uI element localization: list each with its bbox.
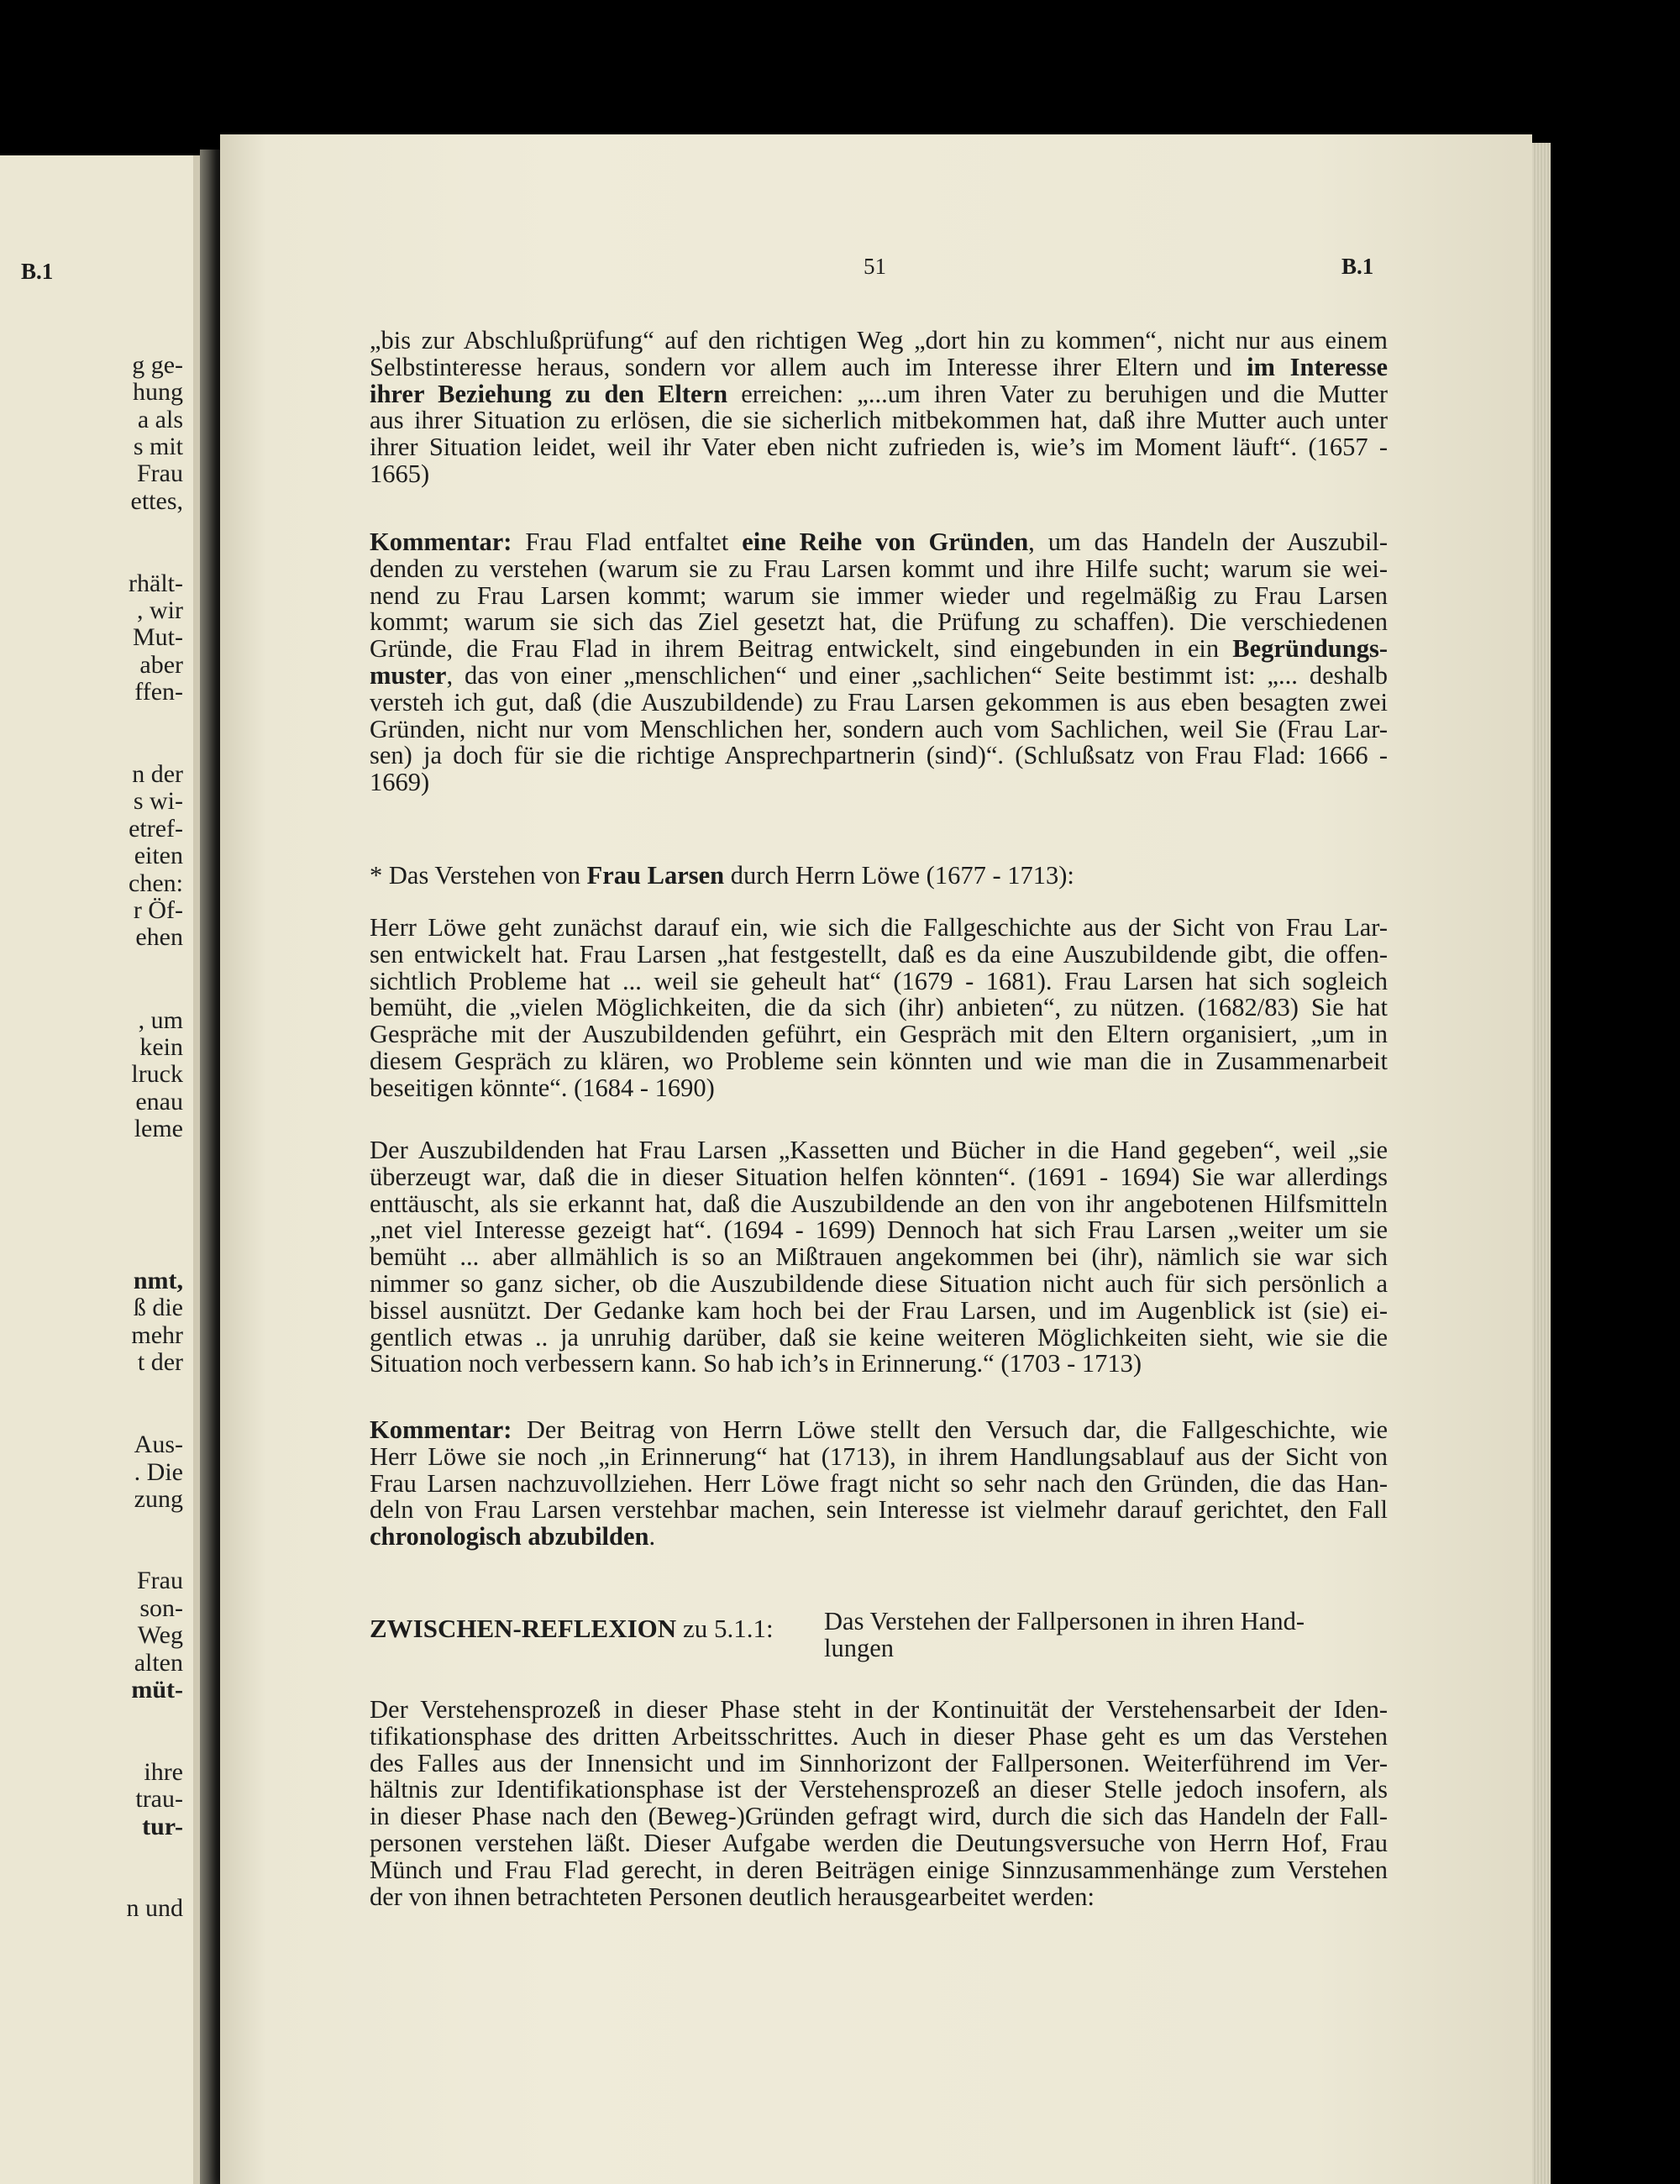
text-line: überzeugt war, daß die in dieser Situation helfen könnten“. (1691 - 1694) Sie war allerdings bbox=[370, 1162, 1388, 1191]
left-page bbox=[0, 155, 200, 2184]
text-line: Selbstinteresse heraus, sondern vor allem auch im Interesse ihrer Eltern und im Interesse bbox=[370, 352, 1388, 381]
left-page-fragment: n und bbox=[126, 1894, 183, 1922]
left-page-fragment: g ge- bbox=[132, 351, 183, 379]
text-line: Situation noch verbessern kann. So hab ich’s in Erinnerung.“ (1703 - 1713) bbox=[370, 1349, 1142, 1378]
left-page-fragment: zung bbox=[134, 1485, 183, 1513]
paragraph-kommentar-flad bbox=[370, 529, 1388, 796]
left-page-fragment: müt- bbox=[131, 1676, 183, 1704]
text-line: diesem Gespräch zu klären, wo Probleme sein könnten und wie man die in Zusammenarbeit bbox=[370, 1046, 1388, 1075]
text-line: Gespräche mit der Auszubildenden geführt, ein Gespräch mit den Eltern organisiert, „um in bbox=[370, 1020, 1388, 1049]
subtitle-line-2: lungen bbox=[824, 1633, 895, 1662]
left-page-fragment: mehr bbox=[131, 1321, 183, 1349]
text-line: des Falles aus der Innensicht und im Sinnhorizont der Fallpersonen. Weiterführend im Ver- bbox=[370, 1748, 1388, 1777]
left-page-fragment: etref- bbox=[129, 815, 183, 843]
text-line: beseitigen könnte“. (1684 - 1690) bbox=[370, 1073, 715, 1102]
paragraph-3 bbox=[370, 915, 1388, 1102]
left-page-fragment: Weg bbox=[137, 1621, 183, 1649]
text-line: sen) ja doch für sie die richtige Ansprechpartnerin (sind)“. (Schlußsatz von Frau Flad: 1666 - bbox=[370, 741, 1388, 770]
text-line: Herr Löwe geht zunächst darauf ein, wie sich die Fallgeschichte aus der Sicht von Frau Lar- bbox=[370, 913, 1388, 942]
text-line: sichtlich Probleme hat ... weil sie geheult hat“ (1679 - 1681). Frau Larsen hat sich sogleich bbox=[370, 966, 1388, 995]
left-page-fragment: chen: bbox=[129, 869, 183, 897]
subtitle-line-1: Das Verstehen der Fallpersonen in ihren Hand- bbox=[824, 1607, 1305, 1635]
left-page-fragment: , wir bbox=[137, 596, 183, 624]
left-page-fragment: ehen bbox=[135, 923, 183, 951]
text-line: in dieser Phase nach den (Beweg-)Gründen gefragt wird, durch die sich das Handeln der Fall- bbox=[370, 1802, 1388, 1831]
left-page-fragment: s mit bbox=[133, 433, 183, 460]
left-page-fragment: aber bbox=[139, 651, 183, 679]
left-page-fragment: ffen- bbox=[134, 678, 183, 706]
left-page-fragment: Frau bbox=[137, 459, 183, 487]
paragraph-reflexion bbox=[370, 1697, 1388, 1910]
left-page-fragment: a als bbox=[137, 406, 183, 433]
right-page bbox=[220, 134, 1532, 2184]
left-page-fragment: ß die bbox=[133, 1294, 183, 1321]
left-page-fragment: Aus- bbox=[134, 1431, 183, 1458]
text-line: nend zu Frau Larsen kommt; warum sie immer wieder und regelmäßig zu Frau Larsen bbox=[370, 580, 1388, 610]
zwischen-reflexion-ref: zu 5.1.1: bbox=[682, 1614, 774, 1643]
left-page-fragment: n der bbox=[132, 760, 183, 788]
left-page-fragment: alten bbox=[134, 1649, 183, 1677]
text-line: personen verstehen läßt. Dieser Aufgabe werden die Deutungsversuche von Herrn Hof, Frau bbox=[370, 1828, 1388, 1857]
left-page-fragment: ihre bbox=[144, 1758, 183, 1786]
left-running-head: B.1 bbox=[21, 259, 54, 284]
text-line: 1665) bbox=[370, 459, 430, 488]
text-line: „net viel Interesse gezeigt hat“. (1694 - 1699) Dennoch hat sich Frau Larsen „weiter um sie bbox=[370, 1215, 1388, 1245]
section-heading-larsen bbox=[370, 863, 1388, 890]
text-line: deln von Frau Larsen verstehbar machen, sein Interesse ist vielmehr darauf gerichtet, den Fall bbox=[370, 1495, 1388, 1525]
left-page-fragment: nmt, bbox=[133, 1267, 183, 1294]
paragraph-kommentar-loewe bbox=[370, 1417, 1388, 1551]
left-page-fragment: Frau bbox=[137, 1567, 183, 1594]
left-page-fragment: lruck bbox=[131, 1060, 183, 1088]
text-line: Kommentar: Frau Flad entfaltet eine Reihe von Gründen, um das Handeln der Auszubil- bbox=[370, 528, 1388, 556]
left-page-fragment: leme bbox=[134, 1115, 183, 1142]
text-line: * Das Verstehen von Frau Larsen durch Herrn Löwe (1677 - 1713): bbox=[370, 861, 1074, 890]
text-line: tifikationsphase des dritten Arbeitsschrittes. Auch in dieser Phase geht es um das Verstehen bbox=[370, 1721, 1388, 1751]
text-line: nimmer so ganz sicher, ob die Auszubildende diese Situation nicht auch für sich persönlich a bbox=[370, 1268, 1388, 1298]
text-line: sen entwickelt hat. Frau Larsen „hat festgestellt, daß es da eine Auszubildende gibt, die offen- bbox=[370, 939, 1388, 969]
left-page-fragment: , um bbox=[138, 1006, 183, 1034]
left-page-fragment: son- bbox=[139, 1594, 183, 1622]
left-page-fragment: rhält- bbox=[129, 570, 183, 597]
text-line: ihrer Beziehung zu den Eltern erreichen: „...um ihren Vater zu beruhigen und die Mutter bbox=[370, 379, 1388, 408]
running-head: B.1 bbox=[1341, 254, 1374, 279]
left-page-fragment: tur- bbox=[142, 1813, 183, 1840]
left-page-fragment: t der bbox=[137, 1348, 183, 1376]
text-line: muster, das von einer „menschlichen“ und einer „sachlichen“ Seite bestimmt ist: „... deshalb bbox=[370, 660, 1388, 690]
left-page-fragment: hung bbox=[133, 378, 183, 406]
text-line: hältnis zur Identifikationsphase ist der Verstehensprozeß an dieser Stelle jedoch insofern, als bbox=[370, 1775, 1388, 1804]
text-line: bemüht ... aber allmählich is so an Mißtrauen angekommen bei (ihr), nämlich sie war sich bbox=[370, 1242, 1388, 1272]
text-line: kommt; warum sie sich das Ziel gesetzt hat, die Prüfung zu schaffen). Die verschiedenen bbox=[370, 607, 1388, 637]
left-page-fragment: eiten bbox=[134, 842, 183, 869]
text-line: Der Verstehensprozeß in dieser Phase steht in der Kontinuität der Verstehensarbeit der Iden- bbox=[370, 1695, 1388, 1724]
text-line: bemüht, die „vielen Möglichkeiten, die da sich (ihr) anbieten“, zu nützen. (1682/83) Sie hat bbox=[370, 993, 1388, 1022]
text-line: chronologisch abzubilden. bbox=[370, 1522, 656, 1551]
text-line: aus ihrer Situation zu erlösen, die sie sicherlich mitbekommen hat, daß ihre Mutter auch unter bbox=[370, 406, 1388, 435]
text-line: denden zu verstehen (warum sie zu Frau Larsen kommt und ihre Hilfe sucht; warum sie wei- bbox=[370, 554, 1388, 583]
text-line: gentlich etwas .. ja unruhig darüber, daß sie keine weiteren Möglichkeiten sieht, wie sie die bbox=[370, 1322, 1388, 1352]
left-page-fragment: . Die bbox=[134, 1458, 183, 1486]
text-line: Kommentar: Der Beitrag von Herrn Löwe stellt den Versuch dar, die Fallgeschichte, wie bbox=[370, 1415, 1388, 1444]
text-line: Gründe, die Frau Flad in ihrem Beitrag entwickelt, sind eingebunden in ein Begründungs- bbox=[370, 634, 1388, 664]
left-page-fragment: s wi- bbox=[133, 787, 183, 815]
text-line: Gründen, nicht nur vom Menschlichen her, sondern auch vom Sachlichen, weil Sie (Frau Lar- bbox=[370, 714, 1388, 743]
text-line: „bis zur Abschlußprüfung“ auf den richtigen Weg „dort hin zu kommen“, nicht nur aus einem bbox=[370, 326, 1388, 354]
page-number: 51 bbox=[864, 254, 886, 279]
page-edge-stack bbox=[1532, 143, 1551, 2184]
text-line: versteh ich gut, daß (die Auszubildende) zu Frau Larsen gekommen is aus eben besagten zwei bbox=[370, 687, 1388, 717]
left-page-fragment: enau bbox=[135, 1088, 183, 1116]
text-line: enttäuscht, als sie erkannt hat, daß die Auszubildende an den von ihr angebotenen Hilfsmitteln bbox=[370, 1189, 1388, 1218]
left-page-fragment: Mut- bbox=[133, 623, 183, 651]
text-line: Der Auszubildenden hat Frau Larsen „Kassetten und Bücher in die Hand gegeben“, weil „sie bbox=[370, 1136, 1388, 1164]
text-line: ihrer Situation leidet, weil ihr Vater eben nicht zufrieden is, wie’s im Moment läuft“. (1657 - bbox=[370, 433, 1388, 462]
zwischen-reflexion-heading bbox=[370, 1615, 774, 1642]
zwischen-reflexion-subtitle bbox=[824, 1609, 1362, 1662]
text-line: Münch und Frau Flad gerecht, in deren Beiträgen einige Sinnzusammenhänge zum Verstehen bbox=[370, 1855, 1388, 1884]
paragraph-1 bbox=[370, 328, 1388, 488]
text-line: der von ihnen betrachteten Personen deutlich herausgearbeitet werden: bbox=[370, 1882, 1095, 1911]
paragraph-4 bbox=[370, 1137, 1388, 1378]
text-line: Frau Larsen nachzuvollziehen. Herr Löwe fragt nicht so sehr nach den Gründen, die das Han- bbox=[370, 1468, 1388, 1498]
text-line: Herr Löwe sie noch „in Erinnerung“ hat (1713), in ihrem Handlungsablauf aus der Sicht von bbox=[370, 1441, 1388, 1471]
text-line: bissel ausnützt. Der Gedanke kam hoch bei der Frau Larsen, und im Augenblick ist (sie) ei- bbox=[370, 1295, 1388, 1325]
left-page-fragment: r Öf- bbox=[133, 896, 183, 924]
text-line: 1669) bbox=[370, 768, 430, 797]
zwischen-reflexion-title: ZWISCHEN-REFLEXION bbox=[370, 1614, 677, 1643]
left-page-fragment: kein bbox=[139, 1033, 183, 1061]
left-page-fragment: ettes, bbox=[130, 487, 183, 515]
left-page-fragment: trau- bbox=[135, 1785, 183, 1813]
